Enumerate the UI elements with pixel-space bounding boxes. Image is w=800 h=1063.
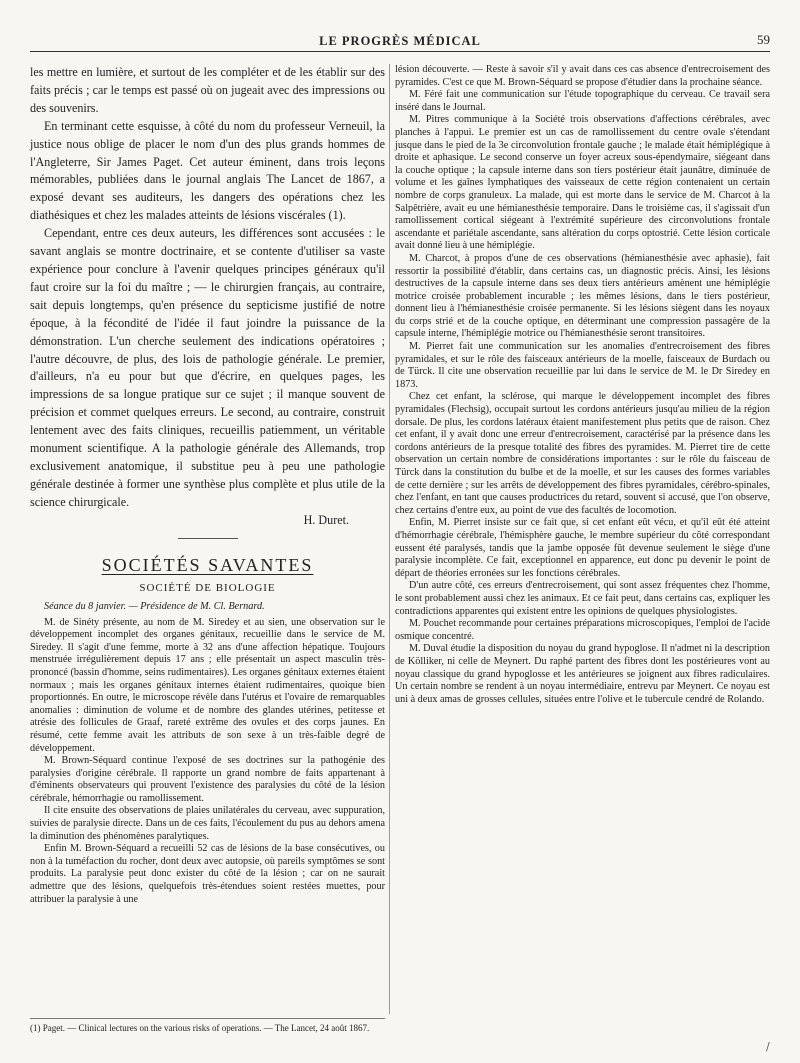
corner-mark: / — [766, 1040, 770, 1053]
section-title: SOCIÉTÉS SAVANTES — [101, 554, 314, 575]
article-paragraph: Cependant, entre ces deux auteurs, les différences sont accusées : le savant anglais se montre doctrinaire, et se contente d'utiliser sa vaste expérience pour conclure à l'avenir quelques principes généraux qu'il faut croire sur la foi du maître ; — le chirurgien français, au contraire, sait depuis longtemps, qu'en présence du septicisme justifié de notre époque, à la fécondité de l'idée il faut joindre la puissance de la démonstration. L'un cherche seulement des indications opératoires ; l'autre découvre, de plus, des lois de pathologie générale. Le premier, d'ailleurs, n'a eu pour but que d'écrire, en quelques pages, les impressions de sa longue pratique sur ce sujet ; il manque souvent de précision et commet quelques erreurs. Le second, au contraire, construit lentement avec des faits cliniques, recueillis patiemment, un véritable monument scientifique. A la pathologie générale des Allemands, trop exclusivement anatomique, il substitue peu à peu une pathologie générale destinée à former une synthèse plus complète et plus utile de la science chirurgicale. — [30, 226, 385, 509]
article-paragraph: les mettre en lumière, et surtout de les compléter et de les établir sur des faits précis ; car le temps est passé où on jugeait avec des impressions ou des souvenirs. — [30, 65, 385, 115]
society-paragraph: M. Brown-Séquard continue l'exposé de ses doctrines sur la pathogénie des paralysies d'origine cérébrale. Il rapporte un grand nombre de faits appartenant à d'éminents observateurs qui prouvent l'existence des paralysies du côté de la lésion cérébrale, hémorrhagie ou ramollissement. — [30, 755, 385, 804]
society-paragraph: M. Pitres communique à la Société trois observations d'affections cérébrales, avec planches à l'appui. Le premier est un cas de ramollissement du centre ovale s'étendant jusque dans le pied de la 3e circonvolution frontale gauche ; le malade était hémiplégique à droite et aphasique. Le second conserve un foyer acreux sous-épendymaire, siégeant dans la couche optique ; la capsule interne dans son tiers postérieur était jaunâtre, diminuée de volume et les gaînes lymphatiques des vaisseaux de cette région contenaient un certain nombre de corps granuleux. La malade, qui est morte dans le service de M. Charcot à la Salpêtrière, avait eu une hémianesthésie temporaire. Dans le troisième cas, il s'agissait d'un ramollissement cortical siégeant à l'extrémité supérieure des circonvolutions frontale ascendante et pariétale ascendante, sans altération du corps optostrié. Cette lésion corticale avait donné lieu à une hémiplégie. — [395, 114, 770, 252]
society-paragraph: Chez cet enfant, la sclérose, qui marque le développement incomplet des fibres pyramidales (Flechsig), occupait surtout les cordons antérieurs jusqu'au milieu de la région dorsale. De plus, les cordons latéraux étaient manifestement plus petits que de raison. Chez cet enfant, il y avait donc une erreur d'entrecroisement, caractérisé par la présence dans les cordons antérieurs de la presque totalité des fibres des pyramides. M. Pierret tire de cette observation un certain nombre de considérations importantes : sur le rôle du faisceau de Türck dans la constitution du bulbe et de la moelle, et sur les causes des formes variables de cette dernière ; sur les arrêts de développement des fibres pyramidales, cérébro-spinales, chez l'enfant, en tant que causes productrices du retard, souvent si accusé, que l'on observe, chez certains d'entre eux, au point de vue des facultés de locomotion. — [395, 391, 770, 516]
society-paragraph: M. Charcot, à propos d'une de ces observations (hémianesthésie avec aphasie), fait ressortir la possibilité d'établir, dans certains cas, un diagnostic précis. Ainsi, les lésions destructives de la capsule interne dans ses deux tiers antérieurs amènent une hémiplégie motrice croisée probablement incurable ; les mêmes lésions, dans le tiers postérieur, donnent lieu à l'hémianesthésie croisée permanente. Si les lésions siègent dans les noyaux du corps strié et de la couche optique, en déterminant une compression passagère de la capsule interne, l'hémiplégie motrice ou l'hémianesthésie seront transitoires. — [395, 252, 770, 340]
section-rule — [178, 538, 238, 539]
article-paragraph: En terminant cette esquisse, à côté du nom du professeur Verneuil, la justice nous oblige de placer le nom d'un des plus grands hommes de l'Angleterre, Sir James Paget. Cet auteur éminent, dans trois leçons mémorables, publiées dans le journal anglais The Lancet de 1867, a exposé devant ses auditeurs, les dangers des opérations chez les diathésiques et chez les malades atteints de lésions viscérales (1). — [30, 118, 385, 223]
journal-title: LE PROGRÈS MÉDICAL — [319, 34, 481, 48]
society-paragraph: D'un autre côté, ces erreurs d'entrecroisement, qui sont assez fréquentes chez l'homme, le sont probablement aussi chez les animaux. Et ce fait peut, dans certains cas, expliquer les contradictions apparentes qui existent entre les opinions de quelques physiologistes. — [395, 580, 770, 617]
right-column — [395, 64, 770, 706]
left-column — [30, 64, 385, 906]
society-paragraph: Il cite ensuite des observations de plaies unilatérales du cerveau, avec suppuration, suivies de paralysie directe. Dans un de ces faits, l'écoulement du pus au dehors amena la diminution des phénomènes paralytiques. — [30, 805, 385, 842]
society-paragraph: Enfin, M. Pierret insiste sur ce fait que, si cet enfant eût vécu, et qu'il eût été atteint d'hémorrhagie cérébrale, l'hémisphère gauche, le membre supérieur du côté correspondant eussent été paralysés, tandis que la jambe opposée fût devenue seulement le siège d'une paralysie incomplète. Ce fait, exceptionnel en apparence, eut donc pu devenir le point de départ de théories erronées sur les fonctions cérébrales. — [395, 517, 770, 579]
society-paragraph: Enfin M. Brown-Séquard a recueilli 52 cas de lésions de la base consécutives, ou non à la tuméfaction du rocher, dont deux avec autopsie, où pareils symptômes se sont produits. La paralysie peut donc exister du côté de la lésion ; car on ne saurait admettre que des lésions, quelquefois très-étendues soient restées muettes, pour attribuer la paralysie à une — [30, 843, 385, 905]
session-line: Séance du 8 janvier. — Présidence de M. Cl. Bernard. — [44, 600, 265, 612]
page-header — [30, 30, 770, 52]
header-rule — [30, 51, 770, 52]
author-signature: H. Duret. — [303, 512, 349, 527]
society-paragraph: M. Pouchet recommande pour certaines préparations microscopiques, l'emploi de l'acide osmique concentré. — [395, 618, 770, 642]
society-name: SOCIÉTÉ DE BIOLOGIE — [139, 581, 276, 594]
society-paragraph: lésion découverte. — Reste à savoir s'il y avait dans ces cas absence d'entrecroisement des pyramides. C'est ce que M. Brown-Séquard se propose d'étudier dans la prochaine séance. — [395, 64, 770, 88]
society-paragraph: M. Duval étudie la disposition du noyau du grand hypoglose. Il n'admet ni la description de Kölliker, ni celle de Meynert. Du raphé partent des fibres dont les postérieures vont au noyau classique du grand hypoglosse et les antérieures se joignent aux fibres radiculaires. Un certain nombre se rendent à un noyau intermédiaire, entrevu par Meynert. Ce noyau est uni à deux amas de grosses cellules, situées entre l'olive et le tubercule cendré de Rolando. — [395, 643, 770, 705]
page-number: 59 — [757, 32, 770, 47]
society-paragraph: M. de Sinéty présente, au nom de M. Siredey et au sien, une observation sur le développement incomplet des organes génitaux, recueillie dans le service de M. Siredey. Il s'agit d'une femme, morte à 32 ans d'une affection hépatique. Toujours menstruée irrégulièrement depuis 17 ans ; elle présentait un aspect masculin très-prononcé (bassin d'homme, seins rudimentaires). Les organes génitaux externes étaient normaux ; mais les organes génitaux internes étaient rudimentaires, quoique bien proportionnés. En outre, le microscope révèle dans l'utérus et l'ovaire de remarquables anomalies : diminution de volume et de nombre des glandes utérines, petitesse et atrésie des follicules de Graaf, rareté extrême des ovules et des corps jaunes. En résumé, cette femme avait les attributs de son sexe à un très-faible degré de développement. — [30, 616, 385, 754]
column-divider — [389, 64, 390, 1014]
society-paragraph: M. Pierret fait une communication sur les anomalies d'entrecroisement des fibres pyramidales, et sur le rôle des faisceaux antérieurs de la moelle, faisceaux de Burdach ou de Türck. Il cite une observation recueillie par lui dans le service de M. le Dr Siredey en 1873. — [395, 341, 770, 390]
footnote: (1) Paget. — Clinical lectures on the various risks of operations. — The Lancet, 24 août 1867. — [30, 1018, 385, 1034]
society-paragraph: M. Féré fait une communication sur l'étude topographique du cerveau. Ce travail sera inséré dans le Journal. — [395, 89, 770, 113]
